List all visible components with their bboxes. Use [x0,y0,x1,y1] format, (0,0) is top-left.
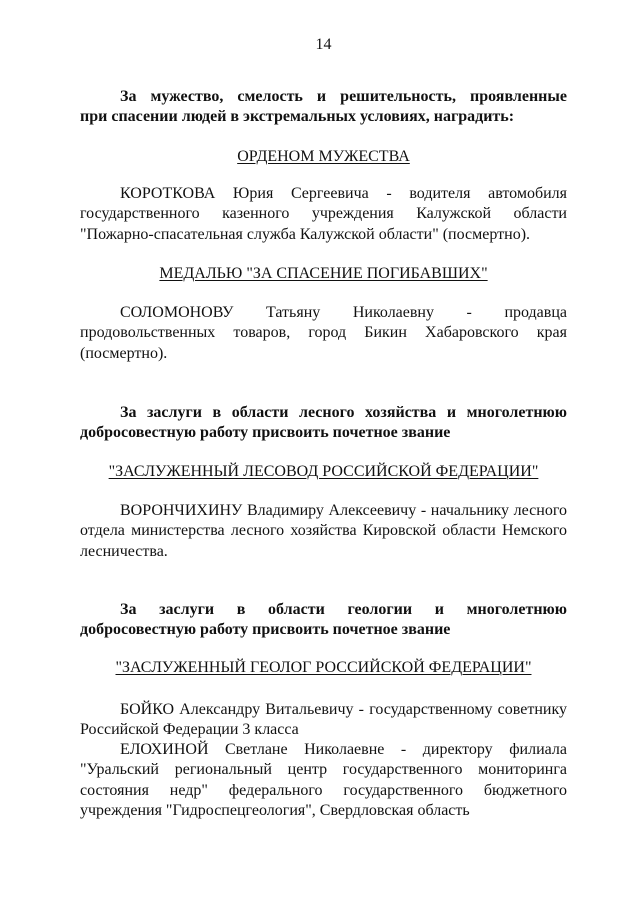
paragraph-line: добросовестную работу присвоить почетное звание [80,621,451,639]
paragraph-line: Российской Федерации 3 класса [80,721,299,739]
award-heading-text: "ЗАСЛУЖЕННЫЙ ЛЕСОВОД РОССИЙСКОЙ ФЕДЕРАЦИИ" [108,463,539,480]
honorary-title-heading-geologist [80,658,567,678]
recipient-paragraph [80,303,567,364]
paragraph-line: СОЛОМОНОВУ Татьяну Николаевну - продавца [120,304,567,321]
paragraph-line: состояния недр" федерального государственного бюджетного [80,781,567,799]
award-heading-rescue-medal [80,264,567,284]
honorary-title-heading-forester [80,462,567,482]
paragraph-line: КОРОТКОВА Юрия Сергеевича - водителя автомобиля [120,185,567,202]
paragraph-line: За мужество, смелость и решительность, проявленные [120,88,567,105]
paragraph-line: "Пожарно-спасательная служба Калужской области" (посмертно). [80,225,531,243]
paragraph-line: государственного казенного учреждения Калужской области [80,205,567,223]
award-heading-text: ОРДЕНОМ МУЖЕСТВА [237,148,410,165]
paragraph-line: За заслуги в области лесного хозяйства и многолетнюю [120,404,567,421]
paragraph-line: ВОРОНЧИХИНУ Владимиру Алексеевичу - начальнику лесного [120,502,567,519]
courage-intro-paragraph [80,87,567,128]
paragraph-line: За заслуги в области геологии и многолетнюю [120,601,567,618]
recipient-paragraph [80,501,567,562]
paragraph-line: продовольственных товаров, город Бикин Хабаровского края [80,324,567,342]
forestry-intro-paragraph [80,403,567,444]
award-heading-text: МЕДАЛЬЮ "ЗА СПАСЕНИЕ ПОГИБАВШИХ" [159,265,488,282]
geology-intro-paragraph [80,600,567,641]
award-heading-order-of-courage [80,147,567,167]
paragraph-line: ЕЛОХИНОЙ Светлане Николаевне - директору филиала [120,741,567,758]
page-number: 14 [315,36,332,53]
paragraph-line: БОЙКО Александру Витальевичу - государственному советнику [120,701,567,718]
paragraph-line: отдела министерства лесного хозяйства Кировской области Немского [80,522,567,540]
recipient-paragraph [80,740,567,822]
paragraph-line: лесничества. [80,542,168,560]
paragraph-line: при спасении людей в экстремальных условиях, наградить: [80,108,515,126]
recipient-paragraph [80,700,567,741]
paragraph-line: добросовестную работу присвоить почетное звание [80,424,451,442]
award-heading-text: "ЗАСЛУЖЕННЫЙ ГЕОЛОГ РОССИЙСКОЙ ФЕДЕРАЦИИ" [115,659,532,676]
paragraph-line: (посмертно). [80,344,168,362]
paragraph-line: учреждения "Гидроспецгеология", Свердловская область [80,802,470,820]
recipient-paragraph [80,184,567,245]
paragraph-line: "Уральский региональный центр государственного мониторинга [80,761,567,779]
